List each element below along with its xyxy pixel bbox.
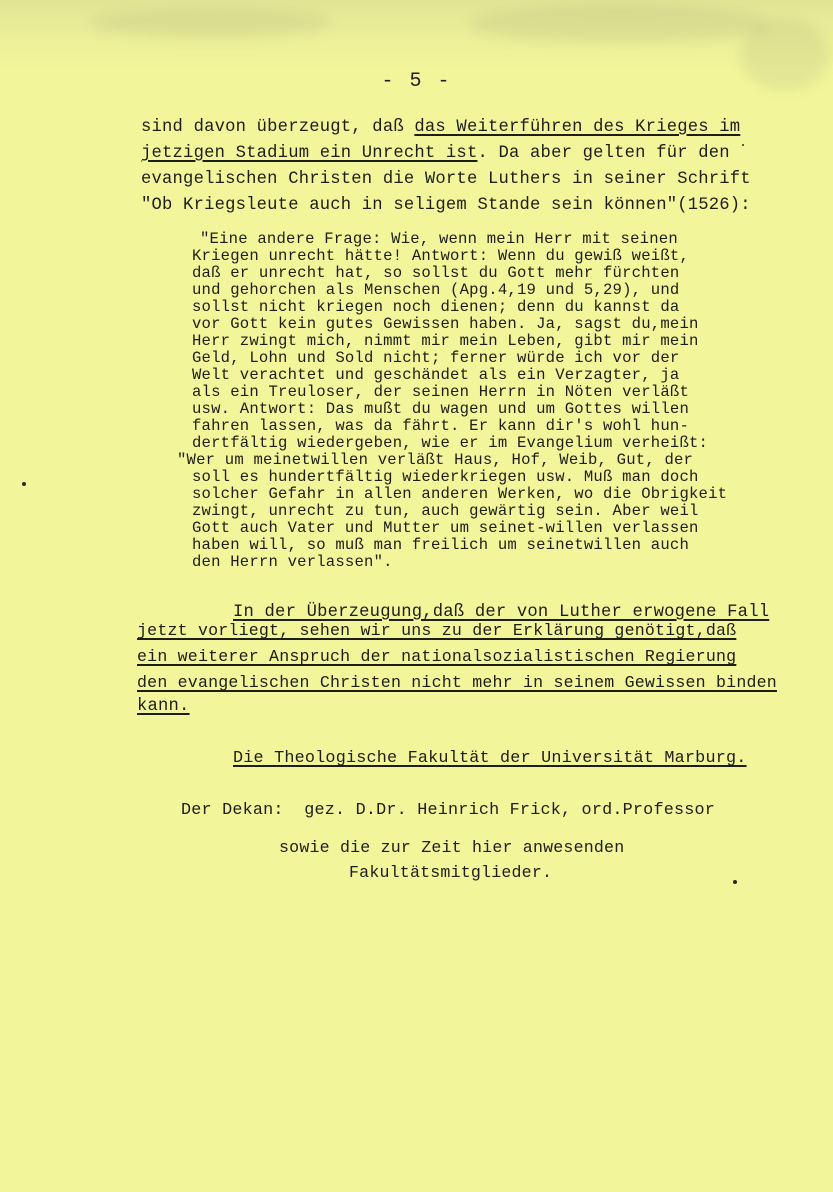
quote-line: haben will, so muß man freilich um seinetwillen auch xyxy=(192,536,690,554)
quote-line: "Wer um meinetwillen verläßt Haus, Hof, Weib, Gut, der xyxy=(177,451,694,469)
declaration-line: jetzt vorliegt, sehen wir uns zu der Erklärung genötigt,daß xyxy=(137,621,737,640)
quote-line: Herr zwingt mich, nimmt mir mein Leben, gibt mir mein xyxy=(192,332,699,350)
quote-line: zwingt, unrecht zu tun, auch gewärtig sein. Aber weil xyxy=(192,502,699,520)
intro-line-1-text: sind davon überzeugt, daß xyxy=(141,118,415,137)
ink-mark xyxy=(742,144,744,146)
dean-line: Der Dekan: gez. D.Dr. Heinrich Frick, ord.Professor xyxy=(181,801,716,820)
quote-line: vor Gott kein gutes Gewissen haben. Ja, sagst du,mein xyxy=(192,315,699,333)
paper-smudge xyxy=(470,4,770,44)
ink-mark xyxy=(22,482,26,486)
paper-smudge xyxy=(90,8,330,38)
quote-line: fahren lassen, was da fährt. Er kann dir's wohl hun- xyxy=(192,417,690,435)
quote-line: Geld, Lohn und Sold nicht; ferner würde ich vor der xyxy=(192,349,680,367)
declaration-line: In der Überzeugung,daß der von Luther erwogene Fall xyxy=(233,603,770,622)
intro-line-1 xyxy=(141,115,740,140)
declaration-line: ein weiterer Anspruch der nationalsozialistischen Regierung xyxy=(137,647,737,666)
quote-line: daß er unrecht hat, so sollst du Gott mehr fürchten xyxy=(192,264,680,282)
declaration-line: kann. xyxy=(137,697,190,716)
quote-line: Kriegen unrecht hätte! Antwort: Wenn du gewiß weißt, xyxy=(192,247,690,265)
intro-line-1-underlined: das Weiterführen des Krieges im xyxy=(414,118,741,137)
quote-line: sollst nicht kriegen noch dienen; denn du kannst da xyxy=(192,298,680,316)
quote-line: solcher Gefahr in allen anderen Werken, wo die Obrigkeit xyxy=(192,485,728,503)
ink-mark xyxy=(733,880,737,884)
quote-line: Gott auch Vater und Mutter um seinet-willen verlassen xyxy=(192,519,699,537)
quote-line: und gehorchen als Menschen (Apg.4,19 und 5,29), und xyxy=(192,281,680,299)
quote-line: als ein Treuloser, der seinen Herrn in Nöten verläßt xyxy=(192,383,690,401)
members-line-1: sowie die zur Zeit hier anwesenden xyxy=(279,838,625,857)
quote-line: soll es hundertfältig wiederkriegen usw. Muß man doch xyxy=(192,468,699,486)
intro-line-4: "Ob Kriegsleute auch in seligem Stande sein können"(1526): xyxy=(141,196,751,215)
intro-line-2 xyxy=(141,141,730,166)
page-number: - 5 - xyxy=(381,70,452,93)
intro-line-2-underlined: jetzigen Stadium ein Unrecht ist xyxy=(141,144,478,163)
declaration-line: den evangelischen Christen nicht mehr in seinem Gewissen binden xyxy=(137,673,777,692)
quote-line: usw. Antwort: Das mußt du wagen und um Gottes willen xyxy=(192,400,690,418)
quote-line: "Eine andere Frage: Wie, wenn mein Herr mit seinen xyxy=(200,230,678,248)
intro-line-2-text: . Da aber gelten für den xyxy=(477,144,730,163)
quote-line: Welt verachtet und geschändet als ein Verzagter, ja xyxy=(192,366,680,384)
quote-line: den Herrn verlassen". xyxy=(192,553,393,571)
intro-line-3: evangelischen Christen die Worte Luthers in seiner Schrift xyxy=(141,170,751,189)
faculty-signature: Die Theologische Fakultät der Universität Marburg. xyxy=(233,749,747,768)
members-line-2: Fakultätsmitglieder. xyxy=(349,863,553,882)
quote-line: dertfältig wiedergeben, wie er im Evangelium verheißt: xyxy=(192,434,709,452)
